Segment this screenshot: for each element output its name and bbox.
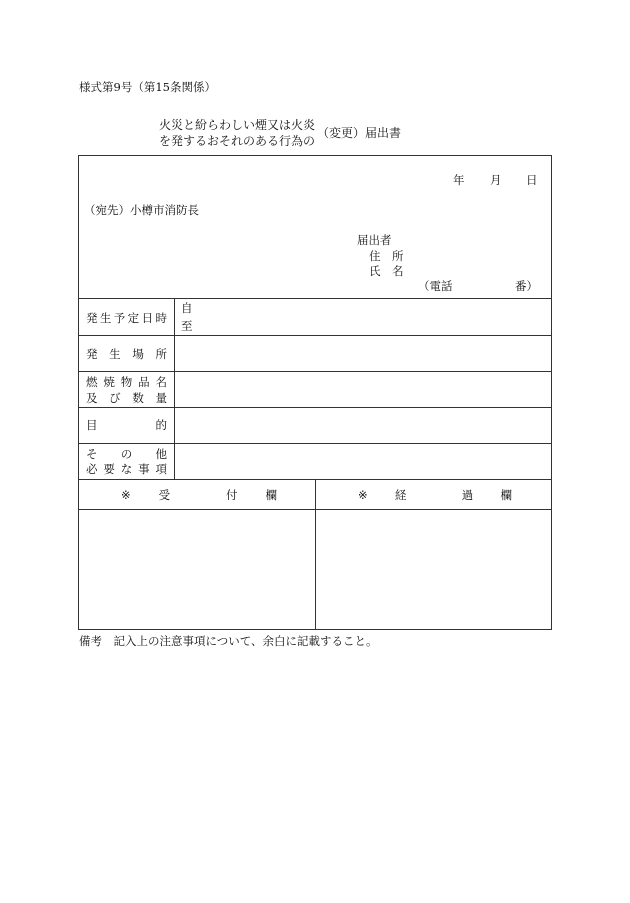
label-other-line2: 必 要 な 事 項	[86, 462, 167, 476]
label-materials-line1: 燃 焼 物 品 名	[86, 375, 167, 389]
notification-form	[78, 155, 552, 630]
phone-open: （電話	[418, 279, 453, 293]
reception-column-header: ※ 受 付 欄	[121, 488, 277, 502]
rule-header	[79, 298, 551, 299]
label-divider	[174, 298, 175, 479]
label-to: 至	[181, 319, 193, 333]
title-line-2: を発するおそれのある行為の	[159, 134, 316, 148]
label-other-line1: そ の 他	[86, 447, 167, 461]
title-suffix: （変更）届出書	[317, 126, 402, 140]
form-number: 様式第9号（第15条関係）	[79, 80, 216, 94]
notifier-label: 届出者	[357, 233, 392, 247]
label-purpose: 目 的	[86, 418, 167, 432]
rule-2	[79, 371, 551, 372]
date-month: 月	[490, 173, 502, 187]
name-label: 氏 名	[369, 264, 404, 278]
label-from: 自	[181, 301, 193, 315]
remarks-note: 備考 記入上の注意事項について、余白に記載すること。	[79, 634, 378, 648]
title-line-1: 火災と紛らわしい煙又は火炎	[159, 118, 316, 132]
date-year: 年	[453, 173, 465, 187]
label-materials-line2: 及 び 数 量	[86, 391, 167, 405]
date-day: 日	[526, 173, 538, 187]
progress-column-header: ※ 経 過 欄	[358, 488, 512, 502]
rule-4	[79, 443, 551, 444]
label-location: 発 生 場 所	[86, 347, 167, 361]
addressee: （宛先）小樽市消防長	[84, 203, 199, 217]
phone-close: 番）	[515, 279, 538, 293]
rule-3	[79, 407, 551, 408]
receipt-divider	[315, 479, 316, 630]
label-scheduled-datetime: 発 生 予 定 日 時	[86, 311, 167, 325]
rule-1	[79, 335, 551, 336]
address-label: 住 所	[369, 249, 404, 263]
